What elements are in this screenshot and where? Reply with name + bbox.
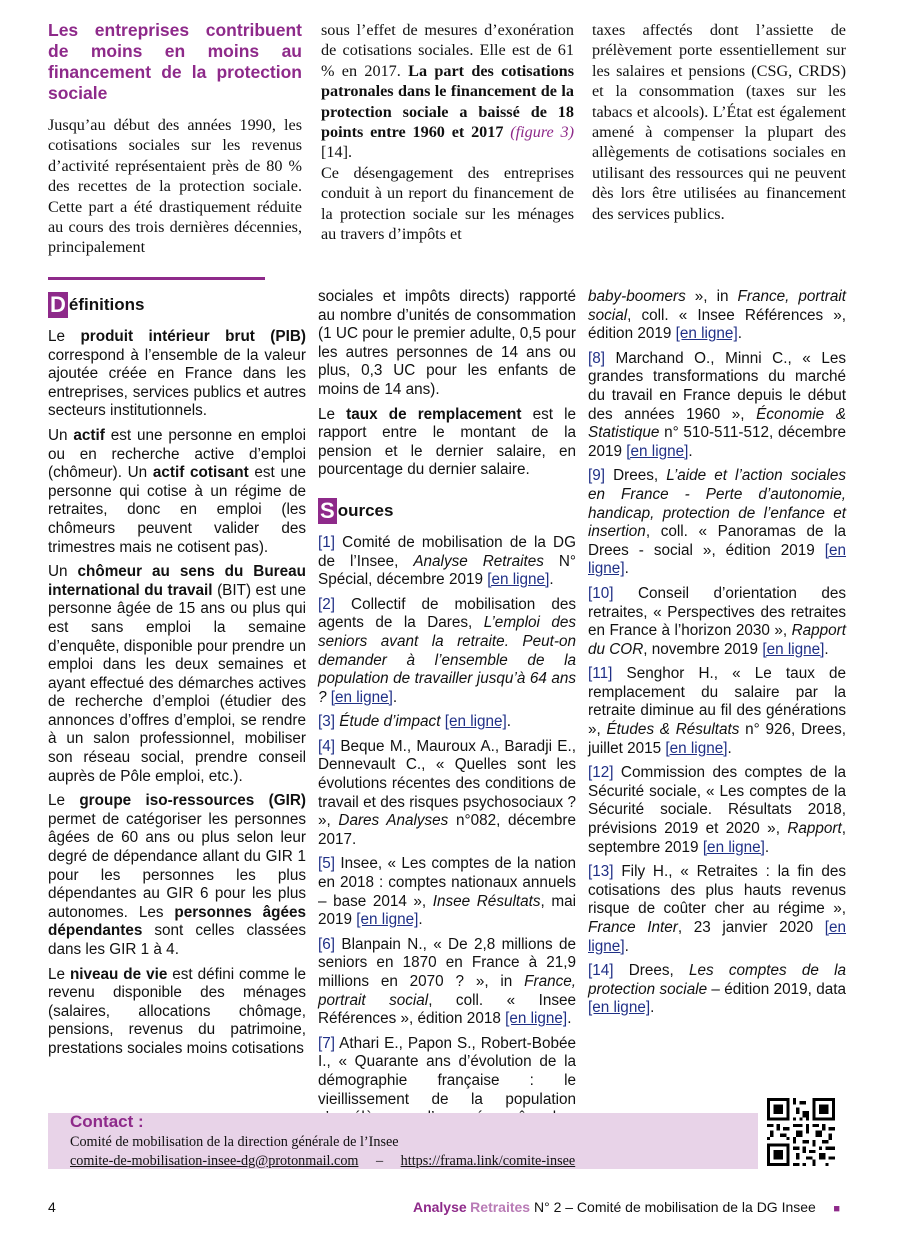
definition-chomeur: Un chômeur au sens du Bureau international du travail (BIT) est une personne âgée de 15 ans ou plus qui est sans emploi la semaine d’enquête, disponible pour prendre un emploi dans les deux semaines et ayant effectué des démarches actives de recherche d’emploi (étudier des annonces d’offres d’emploi, se rendre à un salon professionnel, mobiliser son réseau social, prendre conseil auprès de Pôle emploi, etc.). bbox=[48, 563, 306, 785]
intro-paragraph-4: taxes affectés dont l’assiette de prélèvement porte essentiellement sur les salaires et pensions (CSG, CRDS) et la consommation (taxes sur les tabacs et alcools). L’État est également amené à compenser la plupart des allègements de cotisations sociales en utilisant des ressources qui ne peuvent dès lors être utilisées au financement des services publics. bbox=[592, 21, 846, 223]
source-10: [10] Conseil d’orientation des retraites, « Perspectives des retraites en France à l’horizon 2030 », Rapport du COR, novembre 2019 [en ligne]. bbox=[588, 584, 846, 658]
definitions-heading bbox=[48, 292, 306, 318]
online-link[interactable]: [en ligne] bbox=[505, 1010, 568, 1028]
contact-title: Contact : bbox=[70, 1112, 144, 1131]
source-3: [3] Étude d’impact [en ligne]. bbox=[318, 713, 512, 731]
online-link[interactable]: [en ligne] bbox=[588, 541, 846, 578]
source-reference[interactable]: [14]. bbox=[321, 143, 353, 162]
section-divider bbox=[48, 277, 265, 280]
intro-paragraph-1: Jusqu’au début des années 1990, les cotisations sociales sur les revenus d’activité représentaient près de 80 % des recettes de la protection sociale. Cette part a été drastiquement réduite au cours des trois dernières décennies, principalement bbox=[48, 116, 302, 257]
source-4: [4] Beque M., Mauroux A., Baradji E., Dennevault C., « Quelles sont les évolutions récentes des conditions de travail et des risques psychosociaux ? », Dares Analyses n°082, décembre 2017. bbox=[318, 737, 576, 848]
footer-bullet-icon: ■ bbox=[833, 1203, 840, 1215]
heading-initial: D bbox=[50, 292, 66, 317]
heading-text: éfinitions bbox=[68, 294, 145, 314]
source-11: [11] Senghor H., « Le taux de remplacement du salaire par la retraite diminue au fil des générations », Études & Résultats n° 926, Drees, juillet 2015 [en ligne]. bbox=[588, 665, 847, 757]
intro-column-2 bbox=[321, 20, 574, 244]
contact-organization: Comité de mobilisation de la direction générale de l’Insee bbox=[70, 1134, 399, 1150]
source-9: [9] Drees, L’aide et l’action sociales en France - Perte d’autonomie, handicap, protection de l’enfance et insertion, coll. « Panoramas de la Drees - social », édition 2019 [en ligne]. bbox=[588, 467, 847, 578]
online-link[interactable]: [en ligne] bbox=[330, 688, 393, 706]
source-2: [2] Collectif de mobilisation des agents de la Dares, L’emploi des seniors avant la retraite. Peut-on demander à l’ensemble de la population de travailler jusqu’à 64 ans ? [en ligne]. bbox=[318, 595, 576, 706]
definition-taux-de-remplacement: Le taux de remplacement est le rapport entre le montant de la pension et le dernier salaire, en pourcentage du dernier salaire. bbox=[318, 405, 577, 479]
intro-paragraph-3: Ce désengagement des entreprises conduit à un report du financement de la protection sociale sur les ménages au travers d’impôts et bbox=[321, 163, 574, 244]
figure-reference[interactable]: (figure 3) bbox=[510, 123, 574, 142]
source-8: [8] Marchand O., Minni C., « Les grandes transformations du marché du travail en France depuis le début des années 1960 », Économie & Statistique n° 510-511-512, décembre 2019 [en ligne]. bbox=[588, 349, 846, 460]
online-link[interactable]: [en ligne] bbox=[665, 739, 728, 757]
source-1: [1] Comité de mobilisation de la DG de l’Insee, Analyse Retraites N° Spécial, décembre 2019 [en ligne]. bbox=[318, 533, 576, 589]
contact-links bbox=[70, 1153, 575, 1170]
definitions-column bbox=[48, 292, 306, 1065]
source-7-continued: baby-boomers », in France, portrait social, coll. « Insee Références », édition 2019 [en ligne]. bbox=[588, 288, 847, 343]
online-link[interactable]: [en ligne] bbox=[588, 999, 651, 1017]
definition-gir: Le groupe iso-ressources (GIR) permet de catégoriser les personnes âgées de 60 ans ou plus selon leur degré de dépendance allant du GIR 1 pour les personnes les plus dépendantes au GIR 6 pour les plus autonomes. Les personnes âgées dépendantes sont celles classées dans les GIR 1 à 4. bbox=[48, 792, 306, 958]
online-link[interactable]: [en ligne] bbox=[702, 838, 765, 856]
contact-email-link[interactable]: comite-de-mobilisation-insee-dg@protonmail.com bbox=[70, 1153, 359, 1169]
online-link[interactable]: [en ligne] bbox=[626, 442, 689, 460]
source-13: [13] Fily H., « Retraites : la fin des cotisations des plus hauts revenus risque de coûter cher au régime », France Inter, 23 janvier 2020 [en ligne]. bbox=[588, 863, 847, 955]
online-link[interactable]: [en ligne] bbox=[356, 911, 419, 929]
intro-text: sous l’effet de mesures d’exonération de cotisations sociales. Elle est de 61 % en 2017. bbox=[321, 21, 574, 80]
heading-initial: S bbox=[320, 497, 335, 523]
footer-brand-1: Analyse bbox=[412, 1199, 467, 1215]
intro-column-3 bbox=[592, 20, 846, 224]
contact-website-link[interactable]: https://frama.link/comite-insee bbox=[400, 1153, 576, 1169]
definition-pib: Le produit intérieur brut (PIB) correspond à l’ensemble de la valeur ajoutée créée en France dans les entreprises, services publics et autres secteurs institutionnels. bbox=[48, 328, 306, 420]
intro-column-1 bbox=[48, 20, 302, 258]
intro-paragraph-2 bbox=[321, 20, 574, 163]
definition-niveau-de-vie: Le niveau de vie est défini comme le revenu disponible des ménages (salaires, allocations chômage, pensions, revenus du patrimoine, prestations sociales moins cotisations bbox=[48, 965, 307, 1057]
footer-issue: N° 2 – Comité de mobilisation de la DG Insee bbox=[530, 1199, 816, 1215]
source-6: [6] Blanpain N., « De 2,8 millions de seniors en 1870 en France à 21,9 millions en 2070 ? », in France, portrait social, coll. « Insee Références », édition 2018 [en ligne]. bbox=[318, 935, 577, 1028]
online-link[interactable]: [en ligne] bbox=[762, 640, 825, 658]
footer-brand-2: Retraites bbox=[470, 1199, 531, 1215]
definition-actif: Un actif est une personne en emploi ou en recherche active d’emploi (chômeur). Un actif cotisant est une personne qui cotise à un régime de retraites, donc en emploi (les chômeurs peuvent valider des trimestres mais ne cotisent pas). bbox=[48, 426, 306, 556]
source-12: [12] Commission des comptes de la Sécurité sociale, « Les comptes de la Sécurité sociale. Résultats 2018, prévisions 2019 et 2020 », Rapport, septembre 2019 [en ligne]. bbox=[588, 764, 846, 856]
source-5: [5] Insee, « Les comptes de la nation en 2018 : comptes nationaux annuels – base 2014 », Insee Résultats, mai 2019 [en ligne]. bbox=[318, 855, 577, 929]
source-14: [14] Drees, Les comptes de la protection sociale – édition 2019, data [en ligne]. bbox=[588, 962, 846, 1017]
online-link[interactable]: [en ligne] bbox=[588, 919, 847, 955]
middle-column bbox=[318, 288, 577, 1108]
online-link[interactable]: [en ligne] bbox=[487, 571, 550, 589]
sources-heading bbox=[318, 498, 576, 524]
heading-text: ources bbox=[337, 500, 394, 520]
source-7: [7] Athari E., Papon S., Robert-Bobée I., « Quarante ans d’évolution de la démographie française : le vieillissement de la population bbox=[318, 1034, 576, 1108]
definition-niveau-de-vie-continued: sociales et impôts directs) rapporté au nombre d’unités de consommation (1 UC pour le premier adulte, 0,5 pour les autres personnes de 14 ans ou plus, 0,3 UC pour les enfants de moins de 14 ans). bbox=[318, 288, 576, 398]
online-link[interactable]: [en ligne] bbox=[444, 713, 507, 731]
qr-code-icon bbox=[767, 1098, 835, 1166]
section-title: Les entreprises contribuent de moins en moins au financement de la protection sociale bbox=[48, 20, 302, 103]
footer-publication bbox=[413, 1199, 840, 1217]
page-number: 4 bbox=[48, 1199, 56, 1215]
online-link[interactable]: [en ligne] bbox=[675, 325, 738, 343]
intro-bold-statement: La part des cotisations patronales dans le financement de la protection sociale a baissé de 18 points entre 1960 et 2017 bbox=[321, 61, 574, 142]
contact-separator: – bbox=[376, 1153, 384, 1169]
sources-column-continued bbox=[588, 288, 846, 1024]
